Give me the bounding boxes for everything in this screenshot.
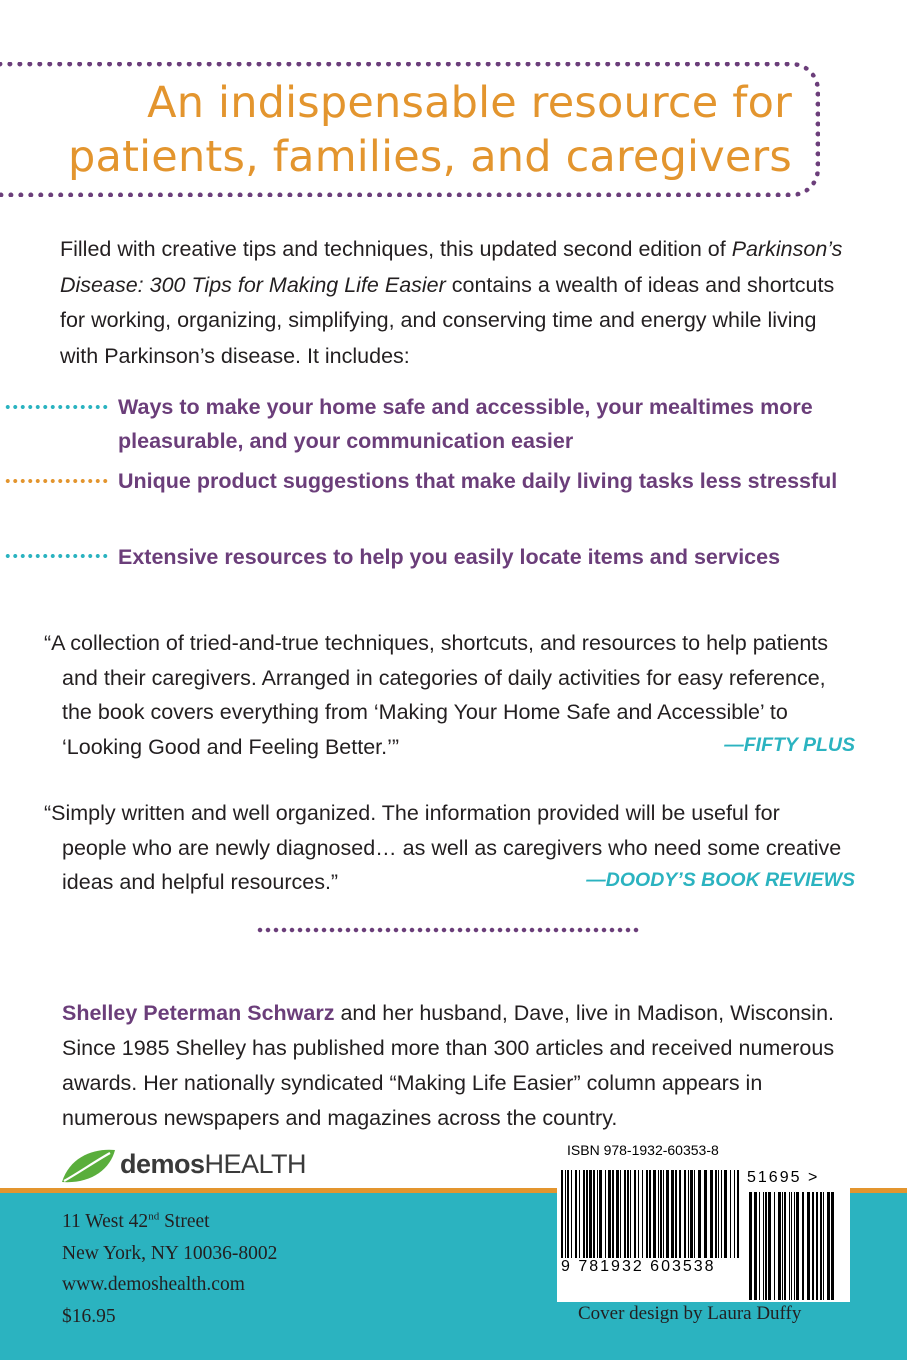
barcode-bar — [778, 1192, 781, 1300]
barcode-bar — [586, 1170, 588, 1258]
review-attribution-2: —DOODY’S BOOK REVIEWS — [586, 869, 855, 891]
barcode-bar — [710, 1170, 713, 1258]
barcode-bar — [589, 1170, 592, 1258]
bullet-item-3: Extensive resources to help you easily locate items and services — [118, 545, 781, 569]
barcode-bar — [784, 1192, 786, 1300]
barcode-bar — [653, 1170, 656, 1258]
barcode-bar — [763, 1192, 764, 1300]
barcode-bar — [597, 1170, 598, 1258]
barcode-bar — [658, 1170, 659, 1258]
barcode-bar — [612, 1170, 614, 1258]
barcode-bar — [579, 1170, 580, 1258]
barcode-bar — [765, 1192, 767, 1300]
barcode-bar — [616, 1170, 619, 1258]
bullet-dots-3 — [4, 553, 108, 559]
isbn-text: ISBN 978-1932-60353-8 — [567, 1142, 719, 1158]
barcode-digits: 9 781932 603538 — [561, 1258, 716, 1275]
barcode-bar — [666, 1170, 669, 1258]
barcode-bar — [827, 1192, 830, 1300]
barcode-bar — [608, 1170, 611, 1258]
review-quote-2: “Simply written and well organized. The information provided will be useful for people who are newly diagnosed… as well as caregivers who need some creative ideas and helpful resources.” — [44, 801, 842, 894]
barcode-bar — [807, 1192, 810, 1300]
barcode-bar — [820, 1192, 822, 1300]
barcode-bar — [620, 1170, 621, 1258]
barcode-bar — [794, 1192, 795, 1300]
barcode-bar — [642, 1170, 643, 1258]
barcode-bar — [759, 1192, 760, 1300]
barcode-bar — [690, 1170, 693, 1258]
bullet-dots-2 — [4, 478, 108, 484]
barcode-bar — [737, 1170, 739, 1258]
website-link[interactable]: www.demoshealth.com — [62, 1274, 245, 1295]
barcode-bar — [567, 1170, 569, 1258]
barcode-bar — [823, 1192, 824, 1300]
barcode-bar — [812, 1192, 814, 1300]
barcode-bar — [571, 1170, 572, 1258]
isbn-barcode — [561, 1170, 743, 1258]
barcode-bar — [754, 1192, 757, 1300]
barcode-bar — [561, 1170, 563, 1258]
barcode-bar — [789, 1192, 790, 1300]
book-title: Parkinson’s Disease: 300 Tips for Making Life Easier — [60, 237, 843, 297]
barcode-bar — [816, 1192, 818, 1300]
review-attribution-1: —FIFTY PLUS — [724, 734, 855, 756]
price: $16.95 — [62, 1306, 116, 1327]
leaf-logo-icon — [60, 1146, 116, 1186]
barcode-bar — [638, 1170, 639, 1258]
author-name: Shelley Peterman Schwarz — [62, 1001, 335, 1025]
barcode-bar — [718, 1170, 719, 1258]
cover-design-credit: Cover design by Laura Duffy — [578, 1303, 802, 1324]
barcode-bar — [688, 1170, 689, 1258]
barcode-bar — [802, 1192, 804, 1300]
barcode-box — [557, 1138, 850, 1302]
barcode-bar — [730, 1170, 731, 1258]
barcode-bar — [634, 1170, 636, 1258]
barcode-bar — [565, 1170, 566, 1258]
barcode-bar — [575, 1170, 577, 1258]
section-divider-dots — [256, 926, 640, 934]
review-quote-1: “A collection of tried-and-true techniques, shortcuts, and resources to help patients and their caregivers. Arranged in categories of daily activities for easy reference, the book covers everything from ‘Making Your Home Safe and Accessible’ to ‘Looking Good and Feeling Better.’” — [44, 631, 828, 759]
tagline-line-2: patients, families, and caregivers — [68, 132, 792, 182]
barcode-bar — [675, 1170, 677, 1258]
barcode-bar — [671, 1170, 674, 1258]
barcode-bar — [782, 1192, 783, 1300]
barcode-bar — [694, 1170, 695, 1258]
barcode-bar — [791, 1192, 792, 1300]
barcode-bar — [583, 1170, 585, 1258]
bullet-item-2: Unique product suggestions that make daily living tasks less stressful — [118, 469, 838, 493]
barcode-bar — [649, 1170, 651, 1258]
barcode-bar — [599, 1170, 602, 1258]
bullet-item-1: Ways to make your home safe and accessible, your mealtimes more pleasurable, and your communication easier — [118, 395, 813, 453]
intro-paragraph: Filled with creative tips and techniques, this updated second edition of Parkinson’s Disease: 300 Tips for Making Life Easier contains a wealth of ideas and shortcuts for working, organizing, simplifying, and conserving time and energy while living with Parkinson’s disease. It includes: — [60, 237, 843, 368]
address-line-2: New York, NY 10036-8002 — [62, 1243, 278, 1264]
barcode-bar — [796, 1192, 799, 1300]
barcode-bar — [698, 1170, 701, 1258]
barcode-bar — [831, 1192, 834, 1300]
barcode-bar — [721, 1170, 722, 1258]
barcode-bar — [774, 1192, 775, 1300]
barcode-bar — [679, 1170, 681, 1258]
barcode-bar — [715, 1170, 717, 1258]
barcode-bar — [768, 1192, 771, 1300]
price-code: 51695 > — [747, 1169, 820, 1186]
price-barcode — [749, 1192, 839, 1300]
barcode-bar — [646, 1170, 648, 1258]
barcode-bar — [684, 1170, 686, 1258]
barcode-bar — [630, 1170, 631, 1258]
barcode-bar — [624, 1170, 626, 1258]
tagline-line-1: An indispensable resource for — [147, 78, 792, 128]
author-bio: Shelley Peterman Schwarz and her husband, Dave, live in Madison, Wisconsin. Since 1985 Shelley has published more than 300 articles and received numerous awards. Her nationally syndicated “Making Life Easier” column appears in numerous newspapers and magazines across the country. — [62, 1001, 835, 1130]
barcode-bar — [593, 1170, 595, 1258]
barcode-bar — [627, 1170, 629, 1258]
barcode-bar — [749, 1192, 752, 1300]
publisher-logo-text: demosHEALTH — [120, 1149, 307, 1179]
barcode-bar — [660, 1170, 662, 1258]
barcode-bar — [704, 1170, 707, 1258]
address-line-1: 11 West 42nd Street — [62, 1210, 210, 1232]
barcode-bar — [734, 1170, 735, 1258]
barcode-bar — [724, 1170, 727, 1258]
barcode-bar — [663, 1170, 664, 1258]
barcode-bar — [605, 1170, 606, 1258]
bullet-dots-1 — [4, 404, 108, 410]
